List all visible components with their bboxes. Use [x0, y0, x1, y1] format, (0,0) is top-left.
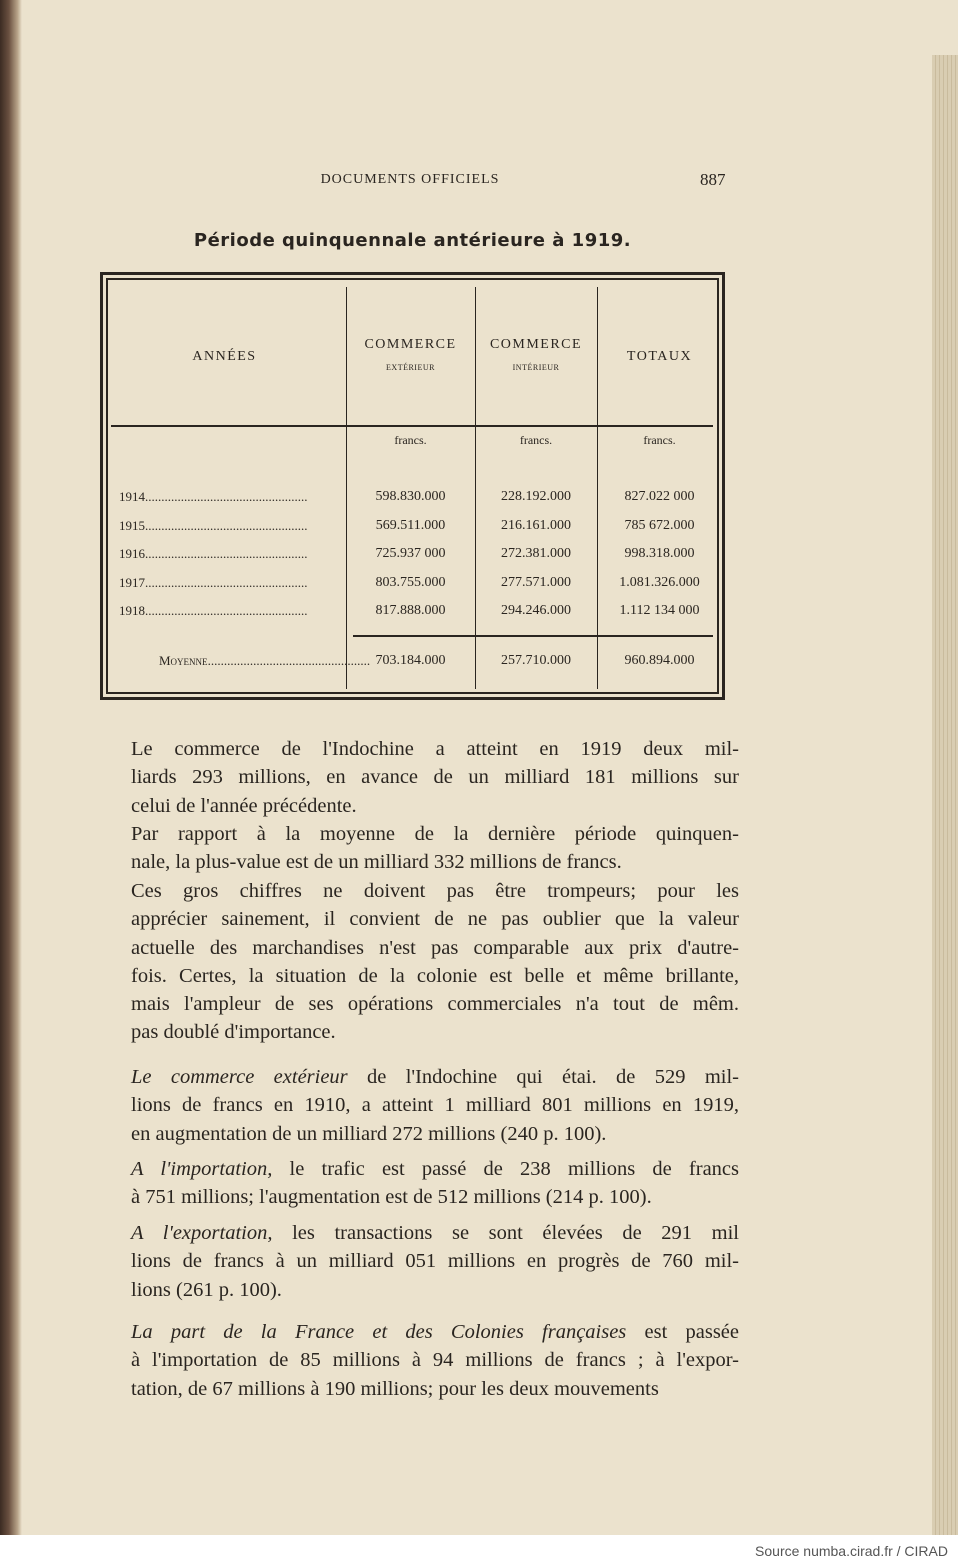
text: à l'importation de 85 millions à 94 millions de francs ; à l'expor-: [131, 1349, 739, 1372]
cell-exterieur: 803.755.000: [375, 575, 446, 590]
text: tation, de 67 millions à 190 millions; pour les deux mouvements: [131, 1377, 659, 1400]
cell-interieur: 216.161.000: [501, 518, 571, 533]
page-number: 887: [700, 170, 726, 189]
cell-total: 960.894.000: [624, 653, 695, 668]
row-label: 1918..................................................: [119, 603, 308, 618]
paragraph: [131, 735, 739, 820]
cell-total: 998.318.000: [624, 546, 695, 561]
header-commerce-exterieur: COMMERCE EXTÉRIEUR: [364, 337, 457, 372]
paragraph: [131, 1063, 739, 1148]
text-line: [131, 905, 739, 933]
text: fois. Certes, la situation de la colonie est belle et même brillante,: [131, 964, 739, 987]
cell-total: 785 672.000: [624, 518, 695, 533]
text: lions de francs en 1910, a atteint 1 milliard 801 millions en 1919,: [131, 1094, 739, 1117]
text-line: [131, 1276, 739, 1304]
cell-exterieur: 569.511.000: [375, 518, 446, 533]
text-line: [131, 1018, 739, 1046]
text-line: [131, 934, 739, 962]
text-line: [131, 877, 739, 905]
cell-interieur: 277.571.000: [501, 575, 571, 590]
total-rule: [353, 635, 713, 637]
text-line: [131, 1091, 739, 1119]
text: actuelle des marchandises n'est pas comparable aux prix d'autre-: [131, 936, 739, 959]
text-line: [131, 1346, 739, 1374]
text-line: [131, 735, 739, 763]
text: Le commerce de l'Indochine a atteint en 1919 deux mil-: [131, 738, 739, 760]
paragraph: [131, 1155, 739, 1212]
cell-total: 1.112 134 000: [619, 603, 700, 618]
text: apprécier sainement, il convient de ne pas oublier que la valeur: [131, 908, 739, 931]
paragraph: [131, 877, 739, 1047]
text: nale, la plus-value est de un milliard 332 millions de francs.: [131, 851, 622, 874]
paragraph: [131, 1318, 739, 1403]
text: les transactions se sont élevées de 291 mil: [272, 1222, 739, 1244]
text: lions de francs à un milliard 051 millions en progrès de 760 mil-: [131, 1250, 739, 1273]
text-line: [131, 962, 739, 990]
italic-text: A l'exportation,: [131, 1222, 273, 1244]
text: le trafic est passé de 238 millions de francs: [272, 1158, 739, 1180]
text: est passée: [626, 1321, 739, 1343]
cell-exterieur: 817.888.000: [375, 603, 446, 618]
text-line: [131, 820, 739, 848]
data-table: [100, 272, 725, 700]
text-line: [131, 1063, 739, 1091]
text-line: [131, 1318, 739, 1346]
text-line: [131, 1219, 739, 1247]
italic-text: Le commerce extérieur: [131, 1066, 348, 1088]
cell-exterieur: 725.937 000: [375, 546, 446, 561]
cell-interieur: 257.710.000: [501, 653, 571, 668]
source-footer: Source numba.cirad.fr / CIRAD: [755, 1543, 948, 1559]
row-label: 1917..................................................: [119, 575, 308, 590]
cell-interieur: 272.381.000: [501, 546, 571, 561]
italic-text: La part de la France et des Colonies françaises: [131, 1321, 627, 1343]
text: Par rapport à la moyenne de la dernière période quinquen-: [131, 823, 739, 845]
text: liards 293 millions, en avance de un milliard 181 millions sur: [131, 766, 739, 789]
cell-total: 827.022 000: [624, 489, 695, 504]
header-rule: [111, 425, 713, 427]
text: Ces gros chiffres ne doivent pas être trompeurs; pour les: [131, 880, 739, 902]
header-totaux: TOTAUX: [626, 349, 693, 364]
text: celui de l'année précédente.: [131, 794, 357, 817]
unit-label: francs.: [394, 433, 427, 447]
table-title: Période quinquennale antérieure à 1919.: [193, 230, 632, 251]
page-edges: [932, 55, 958, 1535]
text-line: [131, 848, 739, 876]
text-line: [131, 792, 739, 820]
text: à 751 millions; l'augmentation est de 512 millions (214 p. 100).: [131, 1186, 652, 1209]
text-line: [131, 1375, 739, 1403]
cell-exterieur: 703.184.000: [375, 653, 446, 668]
header-commerce-interieur: COMMERCE INTÉRIEUR: [489, 337, 583, 372]
text: de l'Indochine qui étai. de 529 mil-: [347, 1066, 739, 1088]
text-line: [131, 990, 739, 1018]
text-line: [131, 1120, 739, 1148]
row-label: 1914..................................................: [119, 489, 308, 504]
cell-exterieur: 598.830.000: [375, 489, 446, 504]
row-label: 1915..................................................: [119, 518, 308, 533]
unit-label: francs.: [643, 433, 676, 447]
paragraph: [131, 820, 739, 877]
cell-total: 1.081.326.000: [619, 575, 700, 590]
paragraph: [131, 1219, 739, 1304]
text: pas doublé d'importance.: [131, 1021, 336, 1044]
unit-label: francs.: [519, 433, 553, 447]
text-line: [131, 1155, 739, 1183]
text-line: [131, 1247, 739, 1275]
header-annees: ANNÉES: [192, 349, 257, 364]
row-label: 1916..................................................: [119, 546, 308, 561]
book-spine: [0, 0, 22, 1535]
row-label: Moyenne..................................................: [159, 653, 371, 668]
text-line: [131, 1183, 739, 1211]
text: mais l'ampleur de ses opérations commerciales n'a tout de mêm.: [131, 993, 739, 1016]
cell-interieur: 228.192.000: [501, 489, 571, 504]
text-line: [131, 763, 739, 791]
text: lions (261 p. 100).: [131, 1278, 282, 1301]
cell-interieur: 294.246.000: [501, 603, 571, 618]
text: en augmentation de un milliard 272 millions (240 p. 100).: [131, 1122, 607, 1145]
column-divider: [597, 287, 598, 689]
running-title: DOCUMENTS OFFICIELS: [320, 172, 500, 187]
italic-text: A l'importation,: [131, 1158, 273, 1180]
